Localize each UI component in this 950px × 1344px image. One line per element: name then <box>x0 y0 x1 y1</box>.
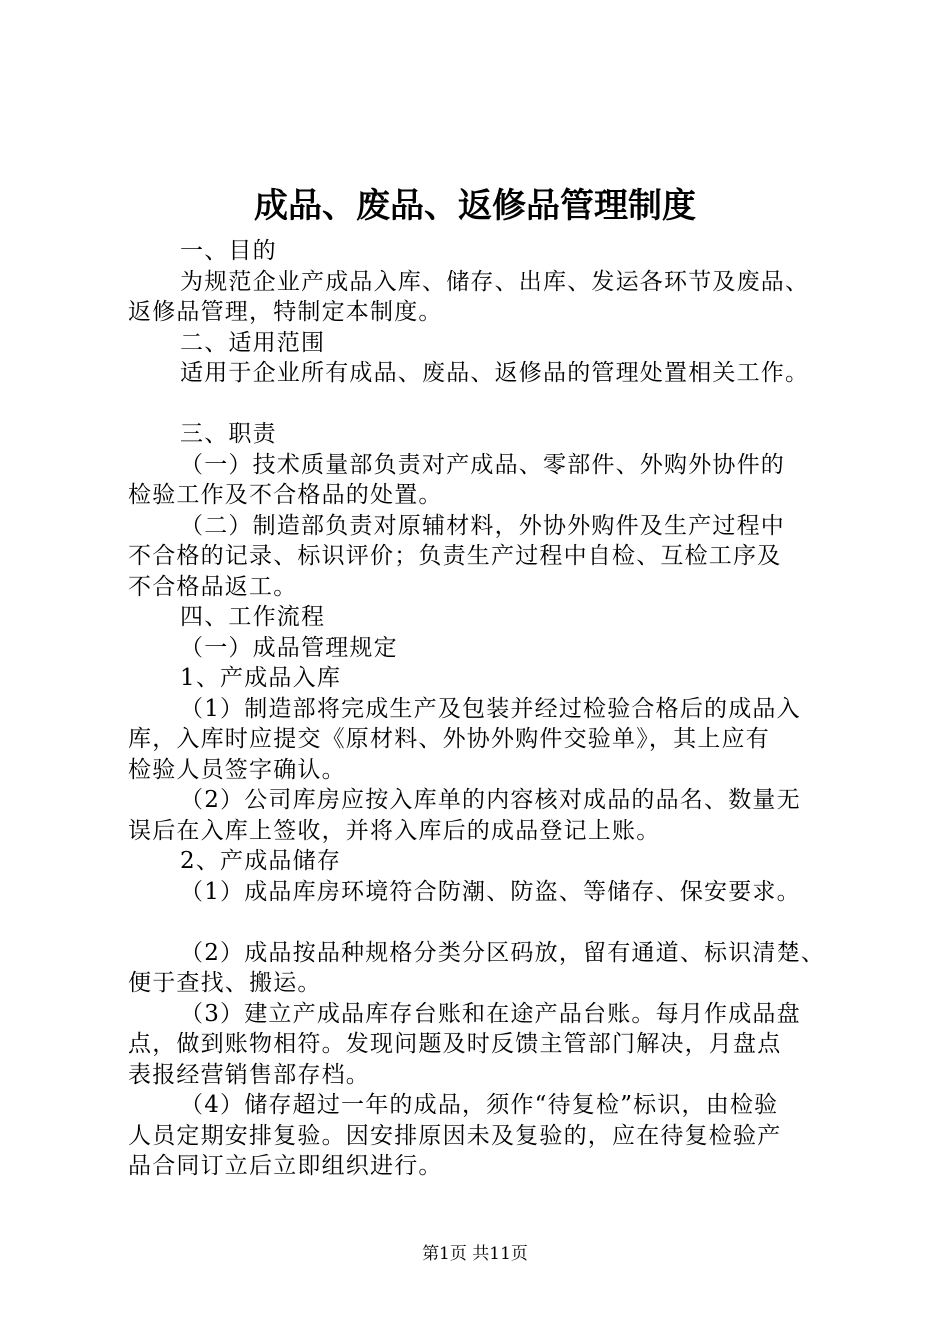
body-line: 二、适用范围 <box>180 329 326 356</box>
body-line: 适用于企业所有成品、废品、返修品的管理处置相关工作。 <box>180 360 810 386</box>
body-line: 点，做到账物相符。发现问题及时反馈主管部门解决，月盘点 <box>128 1031 782 1057</box>
body-line: 四、工作流程 <box>180 604 326 630</box>
body-line: 不合格品返工。 <box>128 573 298 600</box>
body-line: 检验工作及不合格品的处置。 <box>128 482 443 508</box>
page-footer: 第1页 共11页 <box>422 1244 528 1264</box>
body-line: 人员定期安排复验。因安排原因未及复验的，应在待复检验产 <box>128 1122 782 1149</box>
body-line: （一）成品管理规定 <box>180 634 398 661</box>
body-line: 误后在入库上签收，并将入库后的成品登记上账。 <box>128 817 661 844</box>
body-line: 品合同订立后立即组织进行。 <box>128 1153 443 1179</box>
body-line: 不合格的记录、标识评价；负责生产过程中自检、互检工序及 <box>128 543 782 569</box>
body-line: 检验人员签字确认。 <box>128 756 346 783</box>
body-line: 表报经营销售部存档。 <box>128 1061 370 1088</box>
body-line: （2）成品按品种规格分类分区码放，留有通道、标识清楚、 <box>180 939 826 966</box>
body-line <box>128 389 848 420</box>
body-line: 1、产成品入库 <box>180 665 342 691</box>
body-line: （2）公司库房应按入库单的内容核对成品的品名、数量无 <box>180 787 801 813</box>
body-line: 为规范企业产成品入库、储存、出库、发运各环节及废品、 <box>180 268 810 295</box>
body-line <box>128 907 848 938</box>
body-line: 便于查找、搬运。 <box>128 970 322 996</box>
body-line: （一）技术质量部负责对产成品、零部件、外购外协件的 <box>180 451 785 478</box>
document-body <box>128 236 848 1182</box>
body-line: （1）制造部将完成生产及包装并经过检验合格后的成品入 <box>180 695 801 722</box>
body-line: （3）建立产成品库存台账和在途产品台账。每月作成品盘 <box>180 1000 801 1027</box>
body-line: 2、产成品储存 <box>180 848 342 874</box>
body-line: （1）成品库房环境符合防潮、防盗、等储存、保安要求。 <box>180 878 801 905</box>
body-line: （二）制造部负责对原辅材料，外协外购件及生产过程中 <box>180 512 785 539</box>
body-line: 一、目的 <box>180 238 277 264</box>
body-line: 三、职责 <box>180 421 277 447</box>
body-line: 返修品管理，特制定本制度。 <box>128 299 443 325</box>
document-title: 成品、废品、返修品管理制度 <box>254 186 696 226</box>
body-line: 库，入库时应提交《原材料、外协外购件交验单》，其上应有 <box>128 726 770 752</box>
body-line: （4）储存超过一年的成品，须作“待复检”标识，由检验 <box>180 1092 779 1118</box>
